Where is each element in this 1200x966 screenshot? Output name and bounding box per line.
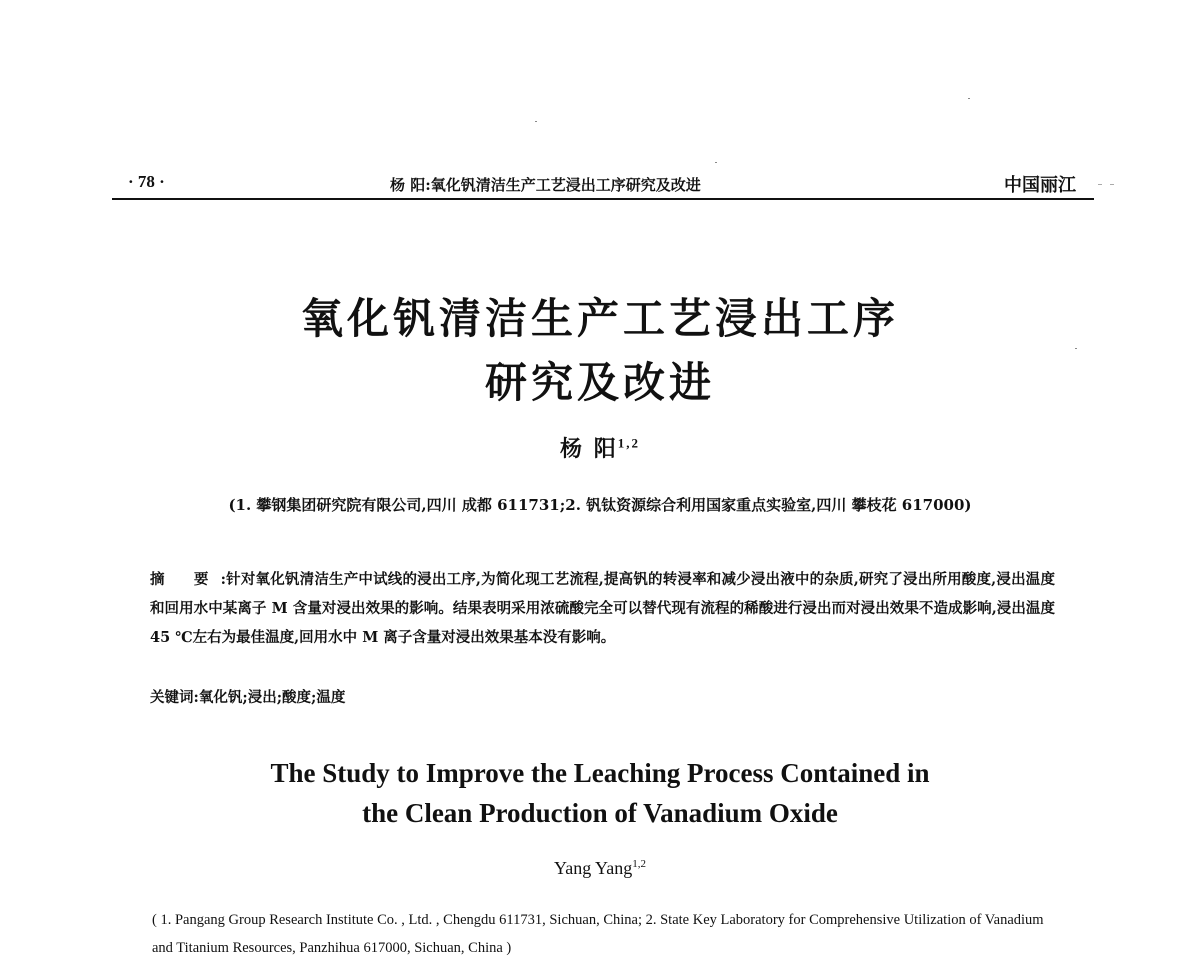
- title-en-line-1: The Study to Improve the Leaching Process Contained in: [270, 758, 930, 788]
- header-rule: [112, 198, 1094, 200]
- scan-speck: [1075, 348, 1077, 349]
- scan-speck: [535, 121, 537, 122]
- title-cn-line-2: 研究及改进: [484, 358, 715, 407]
- keywords-cn: 关键词:氧化钒;浸出;酸度;温度: [150, 689, 346, 706]
- abstract-cn-label: 摘 要: [150, 571, 221, 588]
- abstract-cn-text: :针对氧化钒清洁生产中试线的浸出工序,为简化现工艺流程,提高钒的转浸率和减少浸出液中的杂质,研究了浸出所用酸度,浸出温度和回用水中某离子 M 含量对浸出效果的影响。结果表明采用浓硫酸完全可以替代现有流程的稀酸进行浸出而对浸出效果不造成影响,浸出温度 45 ℃左右为最佳温度,回用水中 M 离子含量对浸出效果基本没有影响。: [150, 571, 1055, 646]
- running-title: 杨 阳:氧化钒清洁生产工艺浸出工序研究及改进: [390, 176, 701, 194]
- author-cn: [500, 432, 700, 463]
- abstract-cn: [150, 565, 1055, 652]
- author-en-name: Yang Yang: [554, 858, 633, 878]
- affiliation-en: ( 1. Pangang Group Research Institute Co. , Ltd. , Chengdu 611731, Sichuan, China; 2. State Key Laboratory for Comprehensive Utilization of Vanadium and Titanium Resources, Panzhihua 617000, Sichuan, China ): [152, 912, 1044, 956]
- scan-speck: [1098, 184, 1102, 185]
- scan-speck: [968, 98, 970, 99]
- scan-speck: [1110, 184, 1114, 185]
- author-en: [500, 858, 700, 879]
- journal-name: 中国丽江: [1004, 175, 1076, 196]
- title-en-line-2: the Clean Production of Vanadium Oxide: [362, 798, 838, 828]
- author-cn-name: 杨 阳: [560, 436, 618, 462]
- author-cn-affil-marks: 1,2: [617, 435, 640, 451]
- scan-speck: [715, 162, 717, 163]
- affiliation-cn: (1. 攀钢集团研究院有限公司,四川 成都 611731;2. 钒钛资源综合利用国家重点实验室,四川 攀枝花 617000): [228, 496, 972, 514]
- page-number: · 78 ·: [128, 172, 165, 191]
- title-cn-line-1: 氧化钒清洁生产工艺浸出工序: [300, 294, 899, 343]
- author-en-affil-marks: 1,2: [632, 858, 646, 870]
